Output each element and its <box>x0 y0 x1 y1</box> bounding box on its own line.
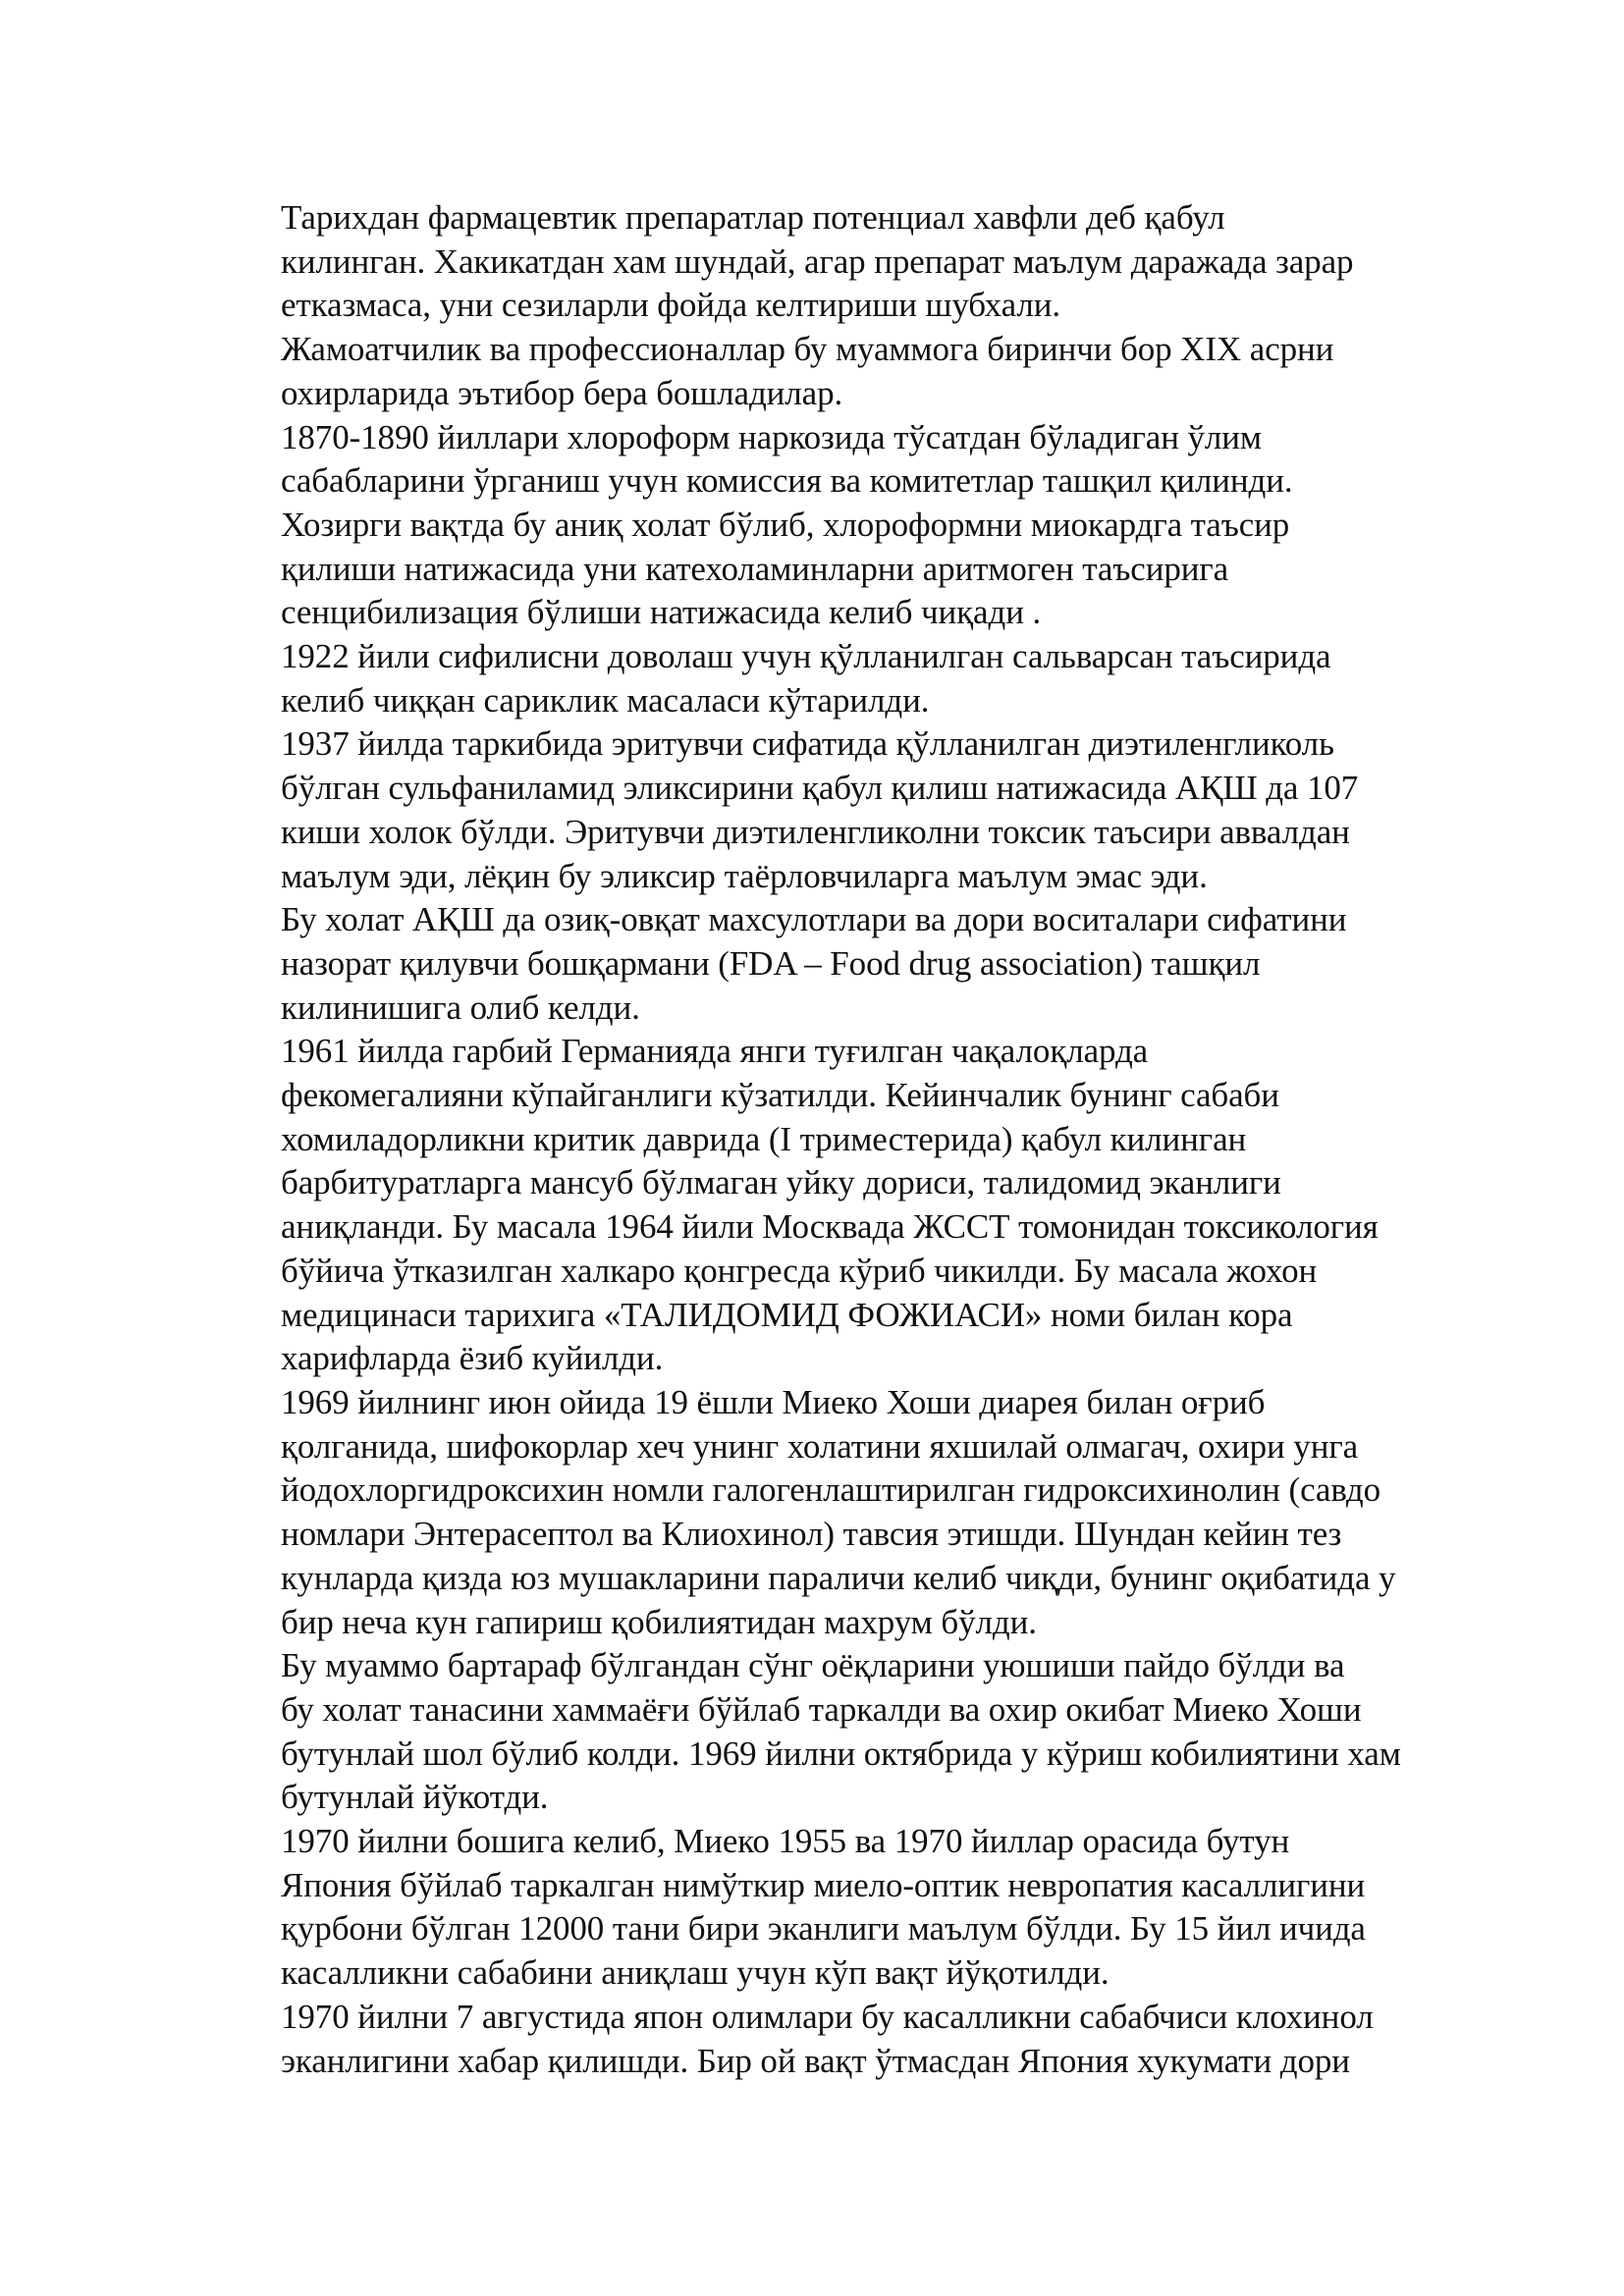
paragraph <box>233 1030 1529 1381</box>
paragraph <box>233 1820 1529 1996</box>
text-line: килинишига олиб келди. <box>281 988 640 1027</box>
text-line: бўлган сульфаниламид эликсирини қабул қилиш натижасида АҚШ да 107 <box>281 769 1359 808</box>
text-line: охирларида эътибор бера бошладилар. <box>281 373 843 412</box>
paragraph <box>233 722 1529 898</box>
text-line: 1922 йили сифилисни доволаш учун қўлланилган сальварсан таъсирида <box>281 637 1331 676</box>
text-line: йодохлоргидроксихин номли галогенлаштирилган гидроксихинолин (савдо <box>281 1470 1381 1510</box>
text-line: маълум эди, лёқин бу эликсир таёрловчиларга маълум эмас эди. <box>281 856 1208 895</box>
text-line: 1970 йилни бошига келиб, Миеко 1955 ва 1970 йиллар орасида бутун <box>281 1822 1290 1861</box>
text-line: харифларда ёзиб куйилди. <box>281 1339 664 1378</box>
text-line: бир неча кун гапириш қобилиятидан махрум бўлди. <box>281 1602 1037 1641</box>
text-line: сабабларини ўрганиш учун комиссия ва комитетлар ташқил қилинди. <box>281 461 1293 501</box>
text-line: Тарихдан фармацевтик препаратлар потенциал хавфли деб қабул <box>281 198 1225 237</box>
text-line: килинган. Хакикатдан хам шундай, агар препарат маълум даражада зарар <box>281 241 1354 281</box>
paragraph <box>233 635 1529 722</box>
text-line: хомиладорликни критик даврида (I триместерида) қабул килинган <box>281 1119 1247 1158</box>
text-line: фекомегалияни кўпайганлиги кўзатилди. Кейинчалик бунинг сабаби <box>281 1076 1279 1115</box>
text-line: бутунлай шол бўлиб колди. 1969 йилни октябрида у кўриш кобилиятини хам <box>281 1734 1401 1773</box>
paragraph <box>233 504 1529 635</box>
text-line: етказмаса, уни сезиларли фойда келтириши шубхали. <box>281 286 1060 325</box>
text-line: 1970 йилни 7 августида япон олимлари бу касалликни сабабчиси клохинол <box>281 1997 1374 2036</box>
paragraph <box>233 328 1529 415</box>
text-line: Бу холат АҚШ да озиқ-овқат махсулотлари ва дори воситалари сифатини <box>281 900 1347 939</box>
text-line: Бу муаммо бартараф бўлгандан сўнг оёқларини уюшиши пайдо бўлди ва <box>281 1646 1345 1685</box>
document-body <box>233 196 1529 2083</box>
text-line: барбитуратларга мансуб бўлмаган уйку дориси, талидомид эканлиги <box>281 1163 1281 1202</box>
text-line: киши холок бўлди. Эритувчи диэтиленгликолни токсик таъсири аввалдан <box>281 812 1350 851</box>
text-line: қолганида, шифокорлар хеч унинг холатини яхшилай олмагач, охири унга <box>281 1426 1359 1466</box>
paragraph <box>233 898 1529 1030</box>
text-line: қурбони бўлган 12000 тани бири эканлиги маълум бўлди. Бу 15 йил ичида <box>281 1909 1366 1949</box>
text-line: касалликни сабабини аниқлаш учун кўп вақт йўқотилди. <box>281 1953 1110 1993</box>
text-line: бўйича ўтказилган халкаро қонгресда кўриб чикилди. Бу масала жохон <box>281 1251 1318 1290</box>
text-line: қилиши натижасида уни катехоламинларни аритмоген таъсирига <box>281 549 1229 588</box>
text-line: 1937 йилда таркибида эритувчи сифатида қўлланилган диэтиленгликоль <box>281 724 1334 764</box>
text-line: 1969 йилнинг июн ойида 19 ёшли Миеко Хоши диарея билан оғриб <box>281 1382 1266 1421</box>
text-line: кунларда қизда юз мушакларини параличи келиб чиқди, бунинг оқибатида у <box>281 1558 1396 1597</box>
text-line: 1870-1890 йиллари хлороформ наркозида тўсатдан бўладиган ўлим <box>281 417 1262 456</box>
text-line: сенцибилизация бўлиши натижасида келиб чиқади . <box>281 593 1042 632</box>
text-line: номлари Энтерасептол ва Клиохинол) тавсия этишди. Шундан кейин тез <box>281 1515 1342 1554</box>
text-line: Жамоатчилик ва профессионаллар бу муаммога биринчи бор XIX асрни <box>281 330 1334 369</box>
paragraph <box>233 196 1529 328</box>
paragraph <box>233 1381 1529 1644</box>
text-line: бутунлай йўкотди. <box>281 1778 549 1817</box>
paragraph <box>233 1996 1529 2083</box>
text-line: эканлигини хабар қилишди. Бир ой вақт ўтмасдан Япония хукумати дори <box>281 2041 1350 2080</box>
text-line: назорат қилувчи бошқармани (FDA – Food drug association) ташқил <box>281 943 1261 983</box>
paragraph <box>233 1644 1529 1820</box>
text-line: медицинаси тарихига «ТАЛИДОМИД ФОЖИАСИ» номи билан кора <box>281 1295 1293 1334</box>
paragraph <box>233 416 1529 504</box>
text-line: бу холат танасини хаммаёғи бўйлаб таркалди ва охир окибат Миеко Хоши <box>281 1689 1362 1729</box>
text-line: келиб чиққан сариклик масаласи кўтарилди. <box>281 680 930 720</box>
text-line: Хозирги вақтда бу аниқ холат бўлиб, хлороформни миокардга таъсир <box>281 505 1290 544</box>
text-line: аниқланди. Бу масала 1964 йили Москвада ЖССТ томонидан токсикология <box>281 1207 1379 1247</box>
text-line: 1961 йилда гарбий Германияда янги туғилган чақалоқларда <box>281 1032 1149 1071</box>
text-line: Япония бўйлаб таркалган нимўткир миело-оптик невропатия касаллигини <box>281 1865 1366 1904</box>
